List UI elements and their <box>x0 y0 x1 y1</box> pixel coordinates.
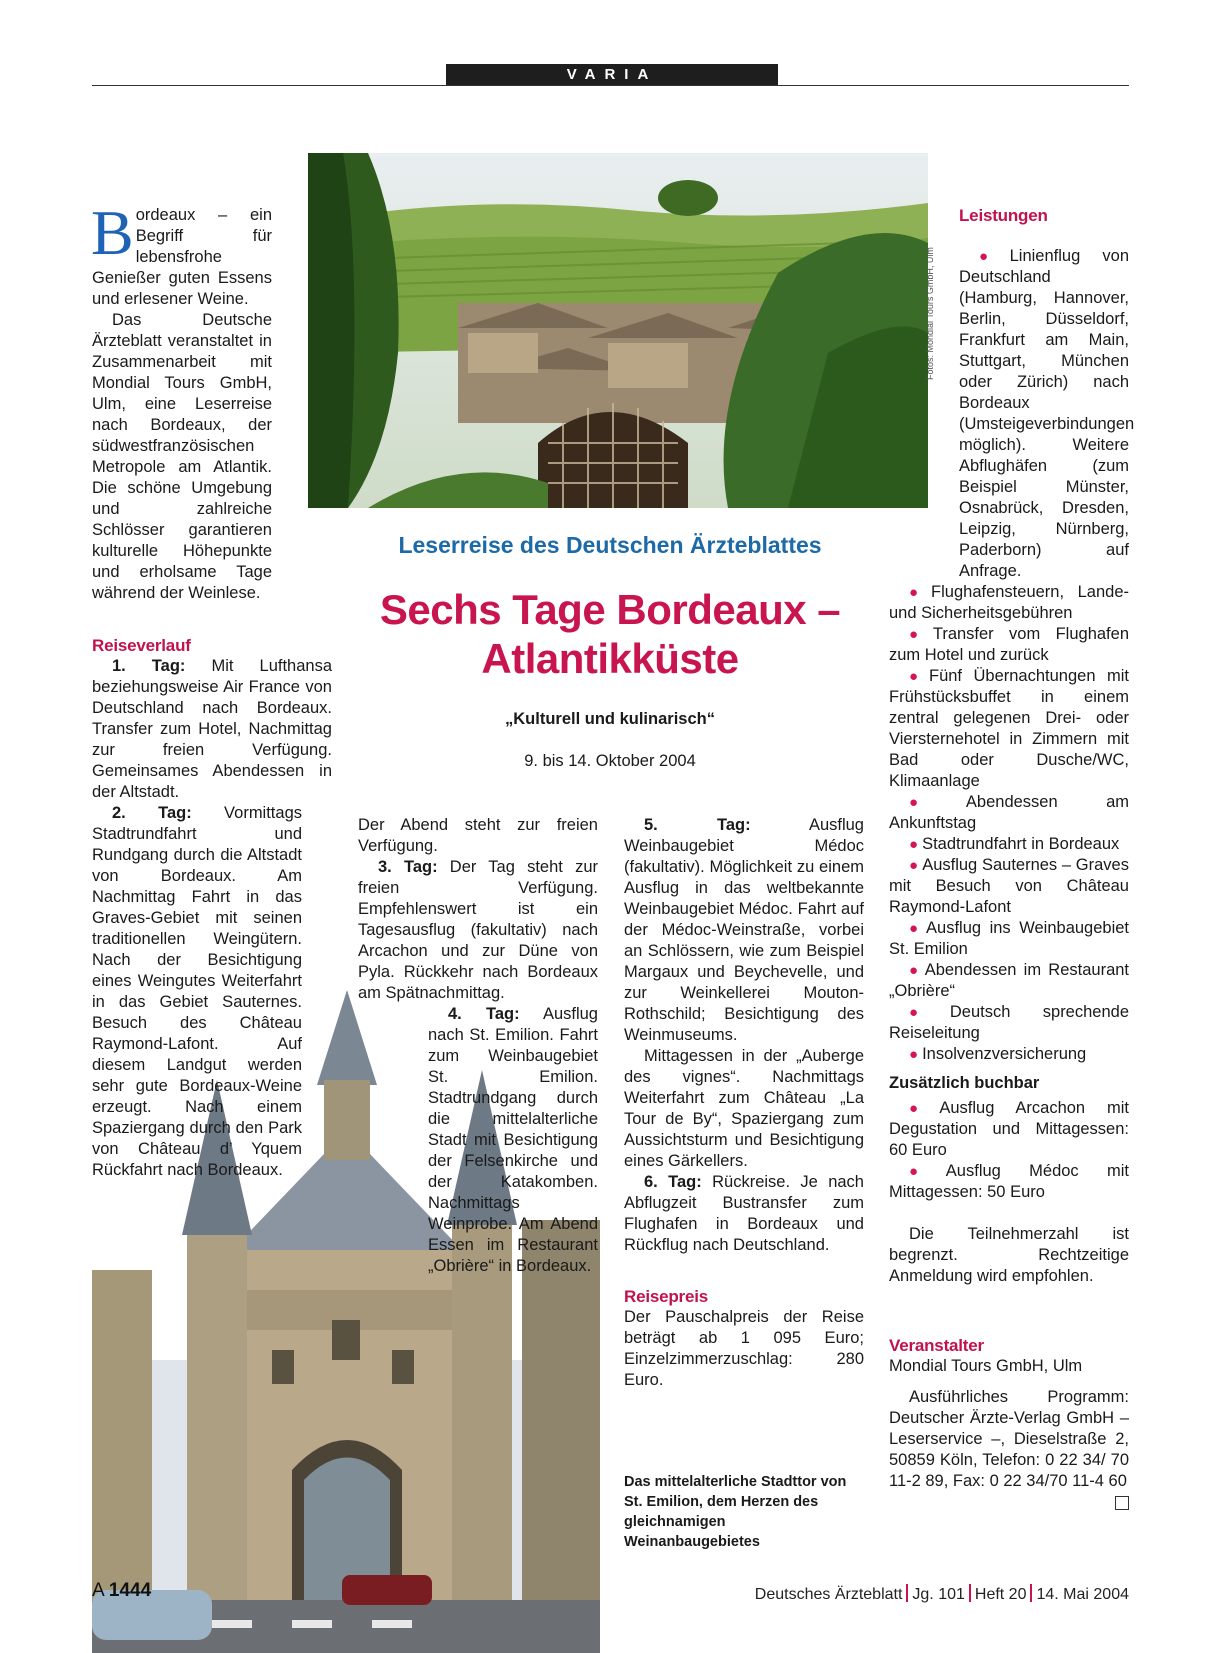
zusaetzlich-heading: Zusätzlich buchbar <box>889 1074 1040 1092</box>
day2-text: Vormittags Stadtrundfahrt und Rundgang durch die Altstadt von Bordeaux. Am Nachmittag Fahrt in das Graves-Gebiet mit seinen traditionellen Weingütern. Nach der Besichtigung eines Weingutes Weiterfahrt in das Gebiet Sauternes. Besuch des Château Raymond-Lafont. Auf diesem Landgut werden sehr gute Bordeaux-Weine erzeugt. Nach einem Spaziergang durch den Park von Château d’ Yquem Rückfahrt nach Bordeaux. <box>92 804 302 1179</box>
photo-credit: Fotos: Mondial Tours GmbH, Ulm <box>925 247 935 380</box>
page-number: A 1444 <box>92 1580 152 1601</box>
day3-label: 3. Tag: <box>378 858 438 876</box>
journal-footer <box>755 1584 1129 1604</box>
travel-dates: 9. bis 14. Oktober 2004 <box>524 752 696 770</box>
bullet-icon: ● <box>909 584 928 601</box>
leistung-item: ● Abendessen im Restaurant „Obrière“ <box>889 961 1130 1000</box>
day2-continuation: Der Abend steht zur freien Verfügung. <box>358 816 598 855</box>
bullet-icon: ● <box>909 920 923 937</box>
zusatz-item: ● Ausflug Médoc mit Mittagessen: 50 Euro <box>889 1162 1129 1201</box>
subtitle: „Kulturell und kulinarisch“ <box>505 710 715 728</box>
day1-label: 1. Tag: <box>112 657 186 675</box>
day4-label: 4. Tag: <box>448 1005 520 1023</box>
journal-name: Deutsches Ärzteblatt <box>754 1586 903 1603</box>
bullet-icon: ● <box>909 1163 942 1180</box>
bullet-icon: ● <box>909 1046 919 1063</box>
day1-text: Mit Lufthansa beziehungsweise Air France von Deutschland nach Bordeaux. Transfer zum Hotel, Nachmittag zur freien Verfügung. Gemeinsames Abendessen in der Altstadt. <box>92 657 333 801</box>
journal-issue: Heft 20 <box>974 1586 1027 1603</box>
day5-lunch: Mittagessen in der „Auberge des vignes“. Nachmittags Weiterfahrt zum Château „La Tour de By“, Spaziergang zum Aussichtsturm und Besichtigung eines Gärkellers. <box>624 1047 864 1170</box>
journal-date: 14. Mai 2004 <box>1036 1586 1129 1603</box>
dropcap: B <box>91 197 134 268</box>
day6-label: 6. Tag: <box>644 1173 702 1191</box>
reisepreis-heading: Reisepreis <box>624 1287 708 1306</box>
journal-volume: Jg. 101 <box>912 1586 965 1603</box>
title-line-1: Sechs Tage Bordeaux – <box>379 586 841 633</box>
reiseverlauf-heading: Reiseverlauf <box>92 636 191 655</box>
day5-column <box>624 815 864 1391</box>
day2-label: 2. Tag: <box>112 804 192 822</box>
section-label: VARIA <box>446 64 778 86</box>
bullet-icon: ● <box>909 794 962 811</box>
kicker: Leserreise des Deutschen Ärzteblattes <box>398 532 822 558</box>
page-title <box>350 585 870 683</box>
bullet-icon: ● <box>979 248 1006 265</box>
day3-text: Der Tag steht zur freien Verfügung. Empfehlenswert ist ein Tagesausflug (fakultativ) nach Arcachon und zur Düne von Pyla. Rückkehr nach Bordeaux am Spätnachmittag. <box>358 858 598 1002</box>
leistung-item: ● Stadtrundfahrt in Bordeaux <box>909 835 1120 853</box>
zusatz-item: ● Ausflug Arcachon mit Degustation und Mittagessen: 60 Euro <box>889 1099 1129 1159</box>
bullet-icon: ● <box>909 857 919 874</box>
bullet-icon: ● <box>909 626 929 643</box>
day5-text: Ausflug Weinbaugebiet Médoc (fakultativ). Möglichkeit zu einem Ausflug in das weltbekannte Weinbaugebiet Médoc. Fahrt auf der Médoc-Weinstraße, vorbei an Schlössern, wie zum Beispiel Margaux und Beychevelle, und zur Weinkellerei Mouton-Rothschild; Besichtigung des Weinmuseums. <box>624 816 864 1044</box>
leistung-item: ● Ausflug ins Weinbaugebiet St. Emilion <box>889 919 1129 958</box>
photo-caption: Das mittelalterliche Stadttor von St. Emilion, dem Herzen des gleichnamigen Weinanbaugebietes <box>624 1474 847 1550</box>
programm-info: Ausführliches Programm: Deutscher Ärzte-Verlag GmbH – Leserservice –, Dieselstraße 2, 50859 Köln, Telefon: 0 22 34/ 70 11-2 89, Fax: 0 22 34/70 11-4 60 <box>889 1388 1129 1490</box>
leistung-item: ● Flughafensteuern, Lande- und Sicherheitsgebühren <box>889 583 1129 622</box>
bullet-icon: ● <box>909 1100 936 1117</box>
intro-column <box>91 197 332 604</box>
veranstalter-heading: Veranstalter <box>889 1336 984 1355</box>
bullet-icon: ● <box>909 668 925 685</box>
day6-text: Rückreise. Je nach Abflugzeit Bustransfer zum Flughafen in Bordeaux und Rückflug nach Deutschland. <box>624 1173 864 1254</box>
day5-label: 5. Tag: <box>644 816 751 834</box>
leistung-item: ● Ausflug Sauternes – Graves mit Besuch von Château Raymond-Lafont <box>889 856 1129 916</box>
teilnehmer-note: Die Teilnehmerzahl ist begrenzt. Rechtzeitige Anmeldung wird empfohlen. <box>889 1225 1129 1285</box>
title-line-2: Atlantikküste <box>481 635 739 682</box>
leistung-item: ● Abendessen am Ankunftstag <box>889 793 1129 832</box>
intro-paragraph-1: ordeaux – ein Begriff für lebensfrohe Genießer guten Essens und erlesener Weine. <box>92 206 272 308</box>
bullet-icon: ● <box>909 836 919 853</box>
leistung-item: ● Linienflug von Deutschland (Hamburg, Hannover, Berlin, Düsseldorf, Frankfurt am Main, Stuttgart, München oder Zürich) nach Bordeaux (Umsteigeverbindungen möglich). Weitere Abflughäfen (zum Beispiel Münster, Osnabrück, Dresden, Leipzig, Nürnberg, Paderborn) auf Anfrage. <box>959 247 1135 580</box>
veranstalter-name: Mondial Tours GmbH, Ulm <box>889 1357 1083 1375</box>
leistung-item: ● Fünf Übernachtungen mit Frühstücksbuffet in einem zentral gelegenen Drei- oder Viersternehotel in Zimmern mit Bad oder Dusche/WC, Klimaanlage <box>889 667 1129 790</box>
end-mark-icon <box>1115 1496 1129 1510</box>
vineyard-photo <box>308 153 928 508</box>
reisepreis-text: Der Pauschalpreis der Reise beträgt ab 1 095 Euro; Einzelzimmerzuschlag: 280 Euro. <box>624 1308 864 1389</box>
middle-column <box>358 815 598 1277</box>
day4-text: Ausflug nach St. Emilion. Fahrt zum Weinbaugebiet St. Emilion. Stadtrundgang durch die mittelalterliche Stadt mit Besichtigung der Felsenkirche und der Katakomben. Nachmittags Weinprobe. Am Abend Essen im Restaurant „Obrière“ in Bordeaux. <box>428 1005 598 1275</box>
reiseverlauf-column <box>92 635 332 1181</box>
leistungen-heading: Leistungen <box>959 206 1048 225</box>
leistungen-column <box>889 205 1135 1510</box>
bullet-icon: ● <box>909 1004 946 1021</box>
leistung-item: ● Transfer vom Flughafen zum Hotel und zurück <box>889 625 1129 664</box>
leistung-item: ● Deutsch sprechende Reiseleitung <box>889 1003 1129 1042</box>
leistung-item: ● Insolvenzversicherung <box>909 1045 1087 1063</box>
bullet-icon: ● <box>909 962 921 979</box>
header-rule <box>92 85 1129 86</box>
intro-paragraph-2: Das Deutsche Ärzteblatt veranstaltet in Zusammenarbeit mit Mondial Tours GmbH, Ulm, eine Leserreise nach Bordeaux, der südwestfranzösischen Metropole am Atlantik. Die schöne Umgebung und zahlreiche Schlösser garantieren kulturelle Höhepunkte und erholsame Tage während der Weinlese. <box>92 311 272 602</box>
